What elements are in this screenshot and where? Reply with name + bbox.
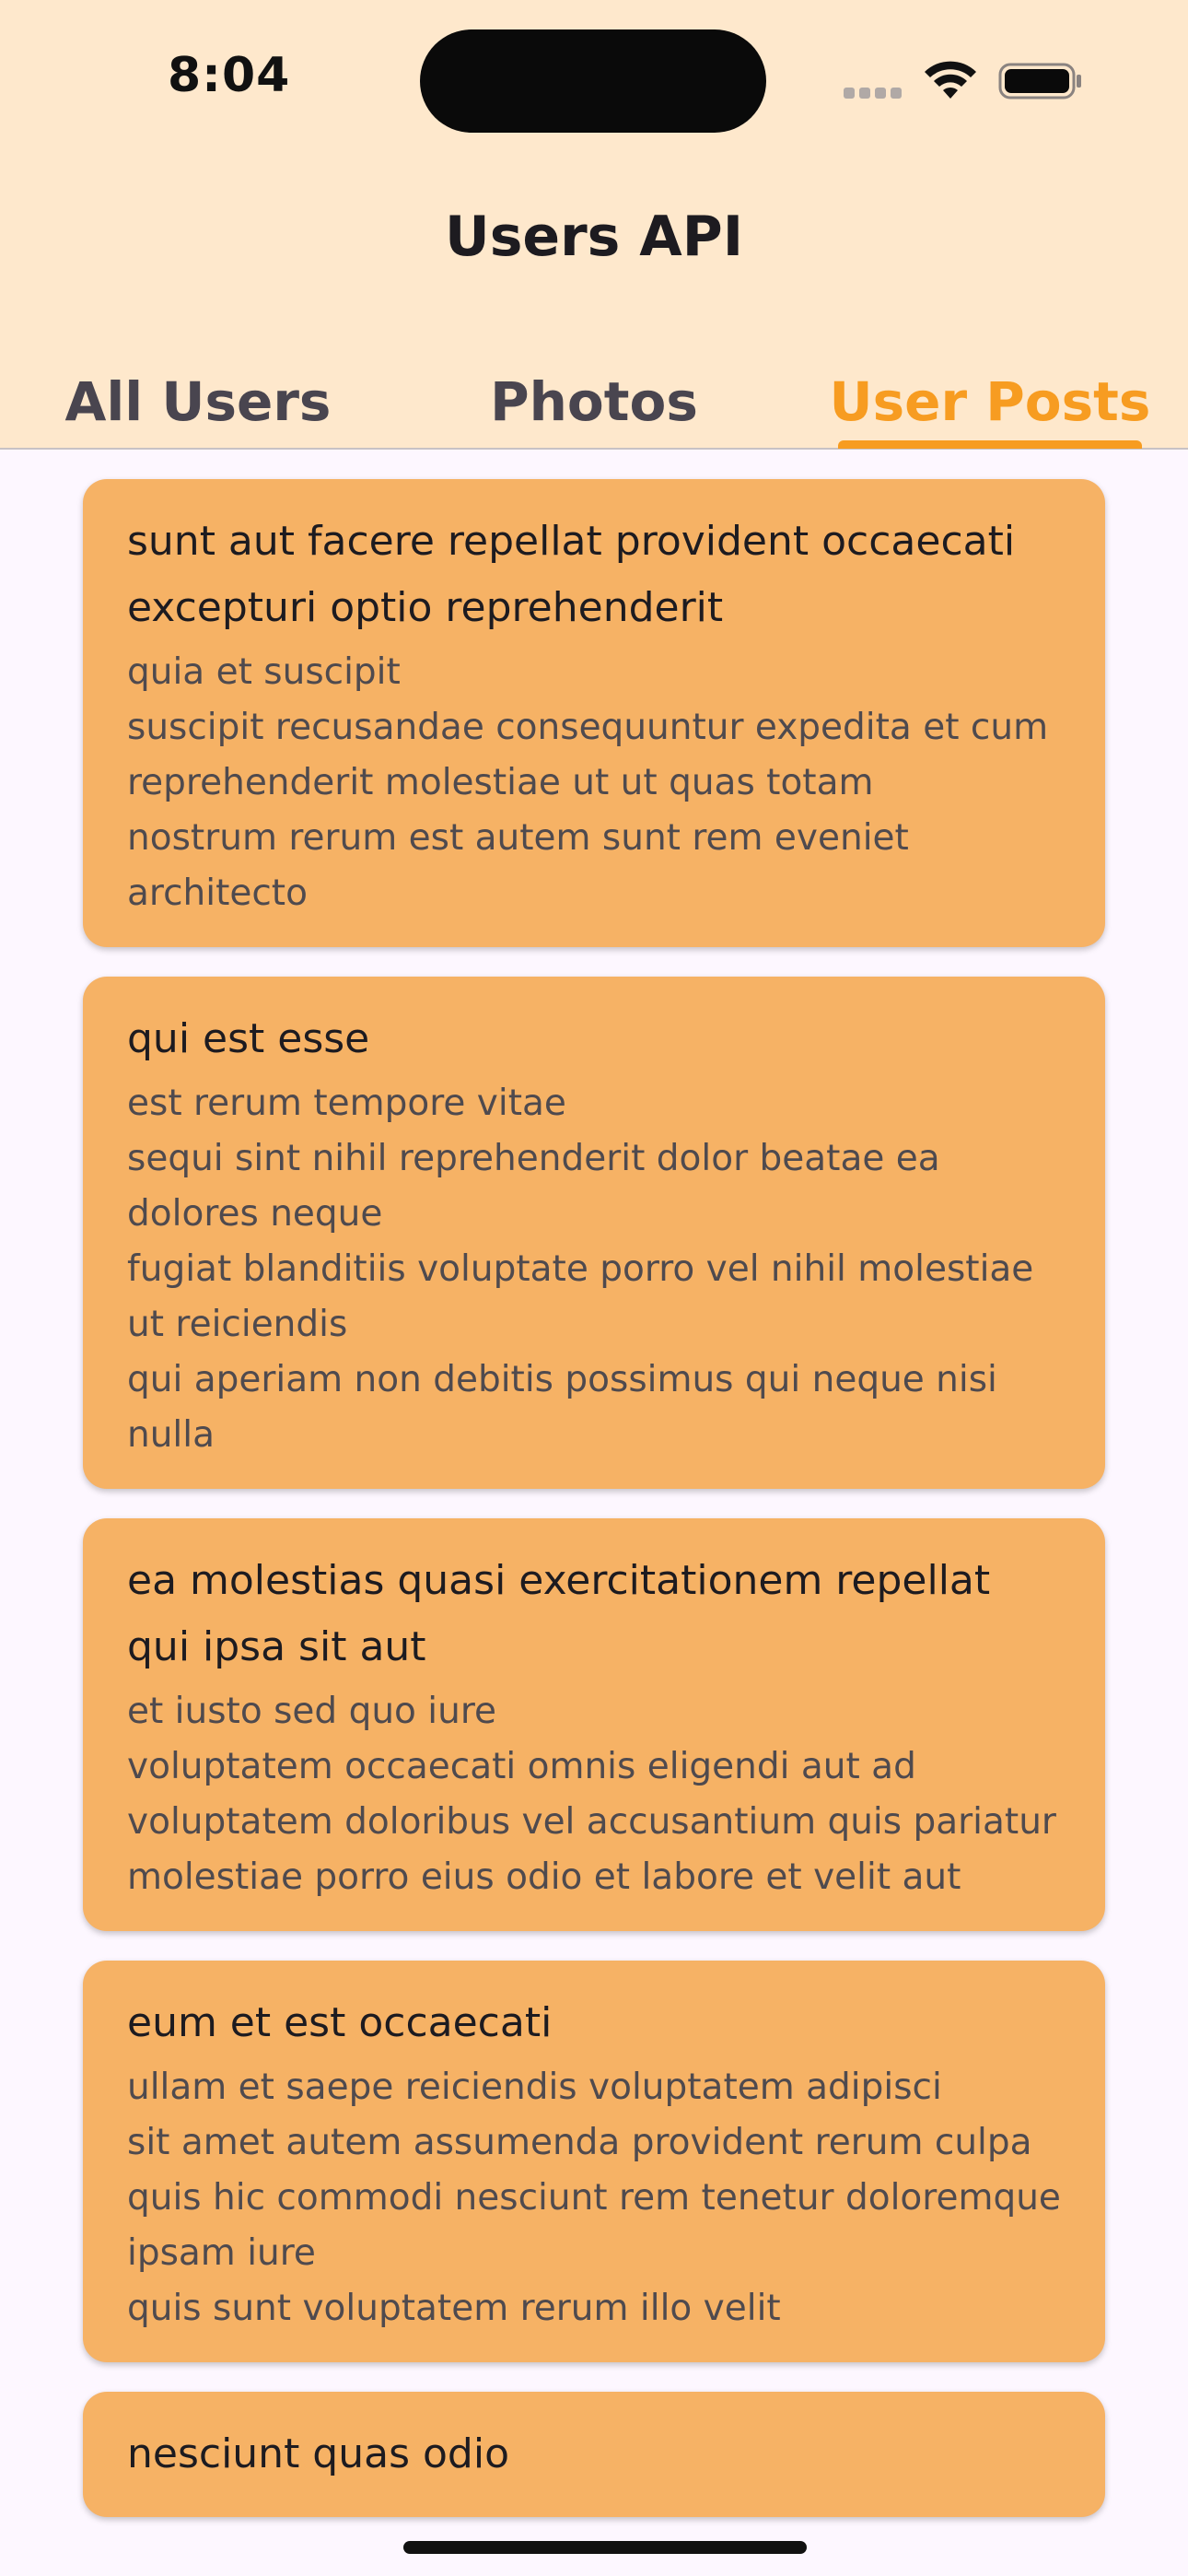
post-title: eum et est occaecati	[127, 1999, 553, 2046]
post-title: qui est esse	[127, 1015, 370, 1062]
app-header	[0, 0, 1188, 450]
tab-all-users[interactable]: All Users	[64, 370, 332, 433]
post-body: et iusto sed quo iure voluptatem occaecati omnis eligendi aut ad voluptatem doloribus vel accusantium quis pariatur molestiae porro eius odio et labore et velit aut	[127, 1691, 1056, 1898]
tab-photos[interactable]: Photos	[490, 370, 698, 433]
status-time: 8:04	[168, 48, 291, 103]
post-list[interactable]	[83, 479, 1105, 2547]
post-title: sunt aut facere repellat provident occaecati excepturi optio reprehenderit	[127, 518, 1016, 631]
home-indicator[interactable]	[403, 2541, 807, 2554]
list-item[interactable]	[83, 1961, 1105, 2362]
battery-icon	[998, 61, 1083, 101]
tab-user-posts[interactable]: User Posts	[829, 370, 1151, 433]
post-title: ea molestias quasi exercitationem repellat qui ipsa sit aut	[127, 1557, 991, 1670]
wifi-icon	[921, 57, 980, 101]
cellular-signal-icon	[844, 85, 906, 98]
list-item[interactable]	[83, 1518, 1105, 1931]
post-body: est rerum tempore vitae sequi sint nihil reprehenderit dolor beatae ea dolores neque fugiat blanditiis voluptate porro vel nihil molestiae ut reiciendis qui aperiam non debitis possimus qui neque nisi nulla	[127, 1083, 1034, 1456]
post-title: nesciunt quas odio	[127, 2430, 509, 2477]
page-title: Users API	[444, 205, 744, 269]
list-item[interactable]	[83, 977, 1105, 1489]
dynamic-island	[420, 29, 766, 133]
active-tab-indicator	[838, 440, 1142, 449]
post-body: ullam et saepe reiciendis voluptatem adipisci sit amet autem assumenda provident rerum culpa quis hic commodi nesciunt rem tenetur doloremque ipsam iure quis sunt voluptatem rerum illo velit	[127, 2067, 1061, 2329]
list-item[interactable]	[83, 479, 1105, 947]
post-body: quia et suscipit suscipit recusandae consequuntur expedita et cum reprehenderit molestiae ut ut quas totam nostrum rerum est autem sunt rem eveniet architecto	[127, 651, 1049, 914]
list-item[interactable]	[83, 2392, 1105, 2517]
